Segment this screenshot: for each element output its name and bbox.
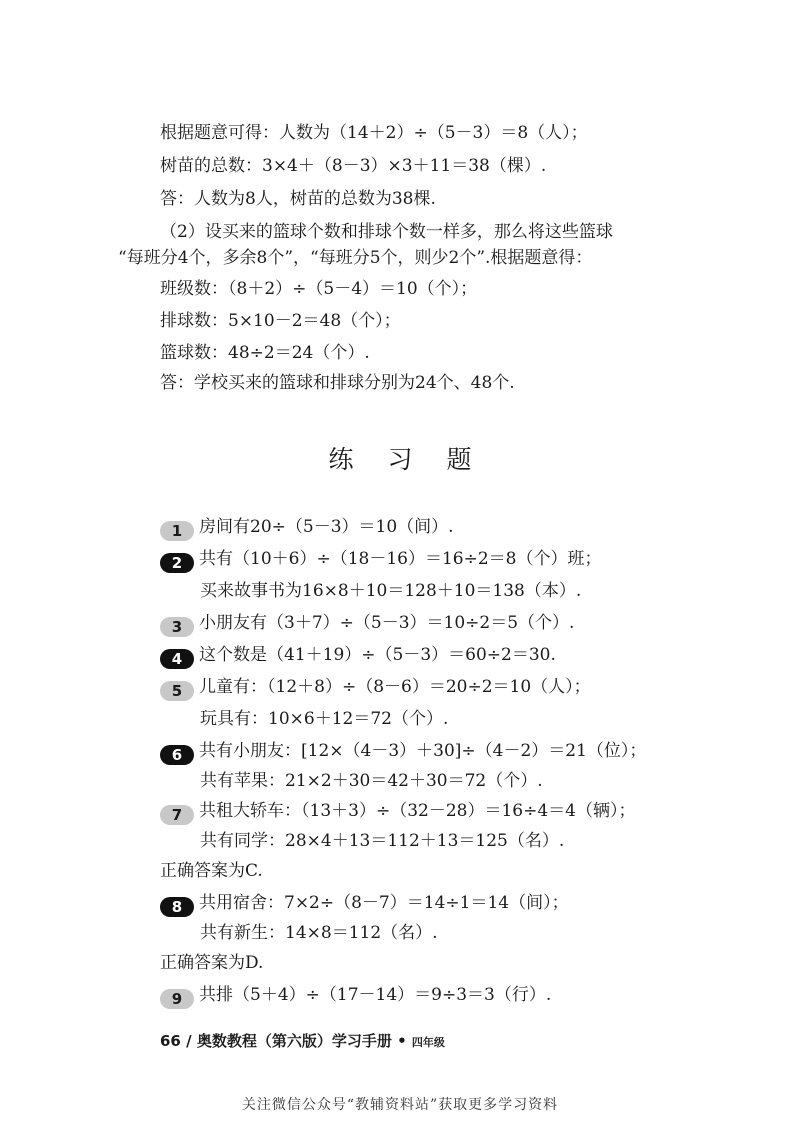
exercise-item: [160, 516, 454, 541]
section-title: 练习题: [328, 445, 506, 474]
solution-line: （2）设买来的篮球个数和排球个数一样多，那么将这些篮球: [160, 222, 613, 242]
exercise-number-badge: 2: [160, 553, 194, 573]
exercise-number-badge: 5: [160, 681, 194, 701]
solution-line: 班级数：（8＋2）÷（5－4）＝10（个）；: [160, 279, 478, 299]
exercise-item: [160, 676, 591, 701]
grade-label: 四年级: [411, 1036, 445, 1049]
solution-line: 答：学校买来的篮球和排球分别为24个、48个.: [160, 373, 515, 393]
solution-line: 树苗的总数：3×4＋（8－3）×3＋11＝38（棵）.: [160, 156, 547, 176]
exercise-text: 共有苹果：21×2＋30＝42＋30＝72（个）.: [200, 771, 543, 791]
exercise-item: [160, 740, 646, 765]
exercise-text: 共用宿舍：7×2÷（8－7）＝14÷1＝14（间）；: [199, 893, 569, 913]
exercise-item: [160, 892, 569, 917]
book-title: 奥数教程（第六版）学习手册: [196, 1032, 392, 1050]
exercise-number-badge: 7: [160, 805, 194, 825]
exercise-text: 共排（5＋4）÷（17－14）＝9÷3＝3（行）.: [199, 985, 552, 1005]
exercise-number-badge: 9: [160, 989, 194, 1009]
footer-separator: /: [186, 1032, 192, 1050]
exercise-item: [160, 548, 601, 573]
exercise-text: 共有新生：14×8＝112（名）.: [200, 923, 438, 943]
exercise-item: [160, 644, 556, 669]
solution-line: 根据题意可得：人数为（14＋2）÷（5－3）＝8（人）；: [160, 123, 588, 143]
exercise-text: 儿童有：（12＋8）÷（8－6）＝20÷2＝10（人）；: [199, 677, 591, 697]
footer-dot: •: [397, 1032, 407, 1050]
solution-line: 篮球数：48÷2＝24（个）.: [160, 343, 370, 363]
exercise-text: 小朋友有（3＋7）÷（5－3）＝10÷2＝5（个）.: [199, 613, 575, 633]
page-number: 66: [160, 1032, 181, 1050]
exercise-text: 买来故事书为16×8＋10＝128＋10＝138（本）.: [200, 581, 582, 601]
answer-line: 正确答案为D.: [160, 953, 264, 973]
exercise-text: 共有（10＋6）÷（18－16）＝16÷2＝8（个）班；: [199, 549, 602, 569]
page-footer: [160, 1030, 445, 1051]
exercise-item: [160, 612, 574, 637]
exercise-text: 这个数是（41＋19）÷（5－3）＝60÷2＝30.: [199, 645, 556, 665]
exercise-number-badge: 3: [160, 617, 194, 637]
exercise-item: [160, 984, 551, 1009]
exercise-number-badge: 6: [160, 745, 194, 765]
exercise-number-badge: 1: [160, 521, 194, 541]
solution-line: 排球数：5×10－2＝48（个）；: [160, 311, 401, 331]
exercise-text: 共有同学：28×4＋13＝112＋13＝125（名）.: [200, 831, 565, 851]
exercise-number-badge: 4: [160, 649, 194, 669]
answer-line: 正确答案为C.: [160, 861, 263, 881]
watermark-text: 关注微信公众号“教辅资料站”获取更多学习资料: [241, 1097, 559, 1113]
solution-line: “每班分4个，多余8个”，“每班分5个，则少2个”.根据题意得：: [118, 248, 593, 268]
exercise-item: [160, 800, 635, 825]
exercise-text: 共租大轿车：（13＋3）÷（32－28）＝16÷4＝4（辆）；: [199, 801, 636, 821]
exercise-number-badge: 8: [160, 897, 194, 917]
exercise-text: 房间有20÷（5－3）＝10（间）.: [199, 517, 454, 537]
exercise-text: 共有小朋友：[12×（4－3）＋30]÷（4－2）＝21（位）；: [199, 741, 647, 761]
solution-line: 答：人数为8人，树苗的总数为38棵.: [160, 189, 436, 209]
exercise-text: 玩具有：10×6＋12＝72（个）.: [200, 709, 449, 729]
